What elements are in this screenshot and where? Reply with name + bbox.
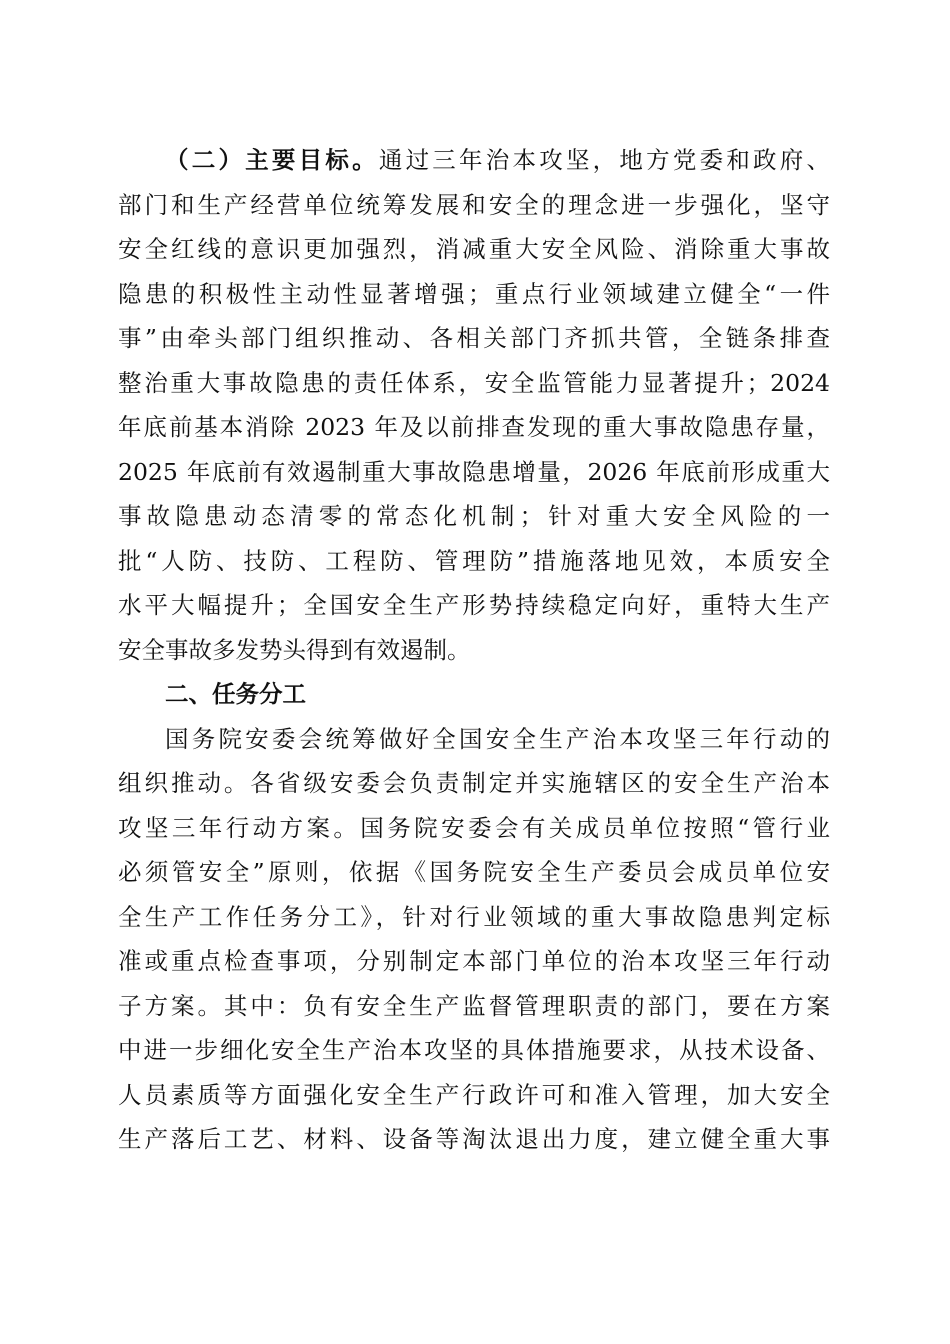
paragraph-line: 国务院安委会统筹做好全国安全生产治本攻坚三年行动的 — [165, 724, 830, 753]
paragraph-line: 人员素质等方面强化安全生产行政许可和准入管理，加大安全 — [118, 1080, 830, 1109]
paragraph-line: 安全红线的意识更加强烈，消减重大安全风险、消除重大事故 — [118, 235, 830, 263]
document-body — [118, 138, 830, 1162]
paragraph-line: 事”由牵头部门组织推动、各相关部门齐抓共管，全链条排查 — [118, 324, 830, 352]
paragraph-line: 必须管安全”原则，依据《国务院安全生产委员会成员单位安 — [118, 858, 830, 886]
paragraph-line: 2025 年底前有效遏制重大事故隐患增量，2026 年底前形成重大 — [118, 457, 830, 486]
paragraph-line — [118, 138, 830, 183]
paragraph-line: 事故隐患动态清零的常态化机制；针对重大安全风险的一 — [118, 502, 830, 530]
section-heading: 二、任务分工 — [165, 680, 306, 708]
paragraph-line: 全生产工作任务分工》，针对行业领域的重大事故隐患判定标 — [118, 902, 830, 931]
paragraph-line: 攻坚三年行动方案。国务院安委会有关成员单位按照“管行业 — [118, 813, 830, 842]
paragraph-line: 批“人防、技防、工程防、管理防”措施落地见效，本质安全 — [118, 546, 830, 575]
paragraph-line: 水平大幅提升；全国安全生产形势持续稳定向好，重特大生产 — [118, 591, 830, 619]
paragraph-line: 整治重大事故隐患的责任体系，安全监管能力显著提升；2024 — [118, 368, 830, 397]
paragraph-line: 隐患的积极性主动性显著增强；重点行业领域建立健全“一件 — [118, 279, 830, 308]
paragraph-line: 部门和生产经营单位统筹发展和安全的理念进一步强化，坚守 — [118, 190, 830, 219]
paragraph-text: 通过三年治本攻坚，地方党委和政府、 — [378, 146, 831, 174]
subsection-title: （二）主要目标。 — [165, 146, 379, 174]
paragraph-line: 准或重点检查事项，分别制定本部门单位的治本攻坚三年行动 — [118, 947, 830, 975]
paragraph-line: 安全事故多发势头得到有效遏制。 — [118, 635, 471, 664]
paragraph-line: 子方案。其中：负有安全生产监督管理职责的部门，要在方案 — [118, 991, 830, 1020]
paragraph-line: 年底前基本消除 2023 年及以前排查发现的重大事故隐患存量， — [118, 413, 830, 441]
paragraph-line: 中进一步细化安全生产治本攻坚的具体措施要求，从技术设备、 — [118, 1036, 830, 1064]
paragraph-line: 组织推动。各省级安委会负责制定并实施辖区的安全生产治本 — [118, 769, 830, 797]
paragraph-line: 生产落后工艺、材料、设备等淘汰退出力度，建立健全重大事 — [118, 1125, 830, 1153]
